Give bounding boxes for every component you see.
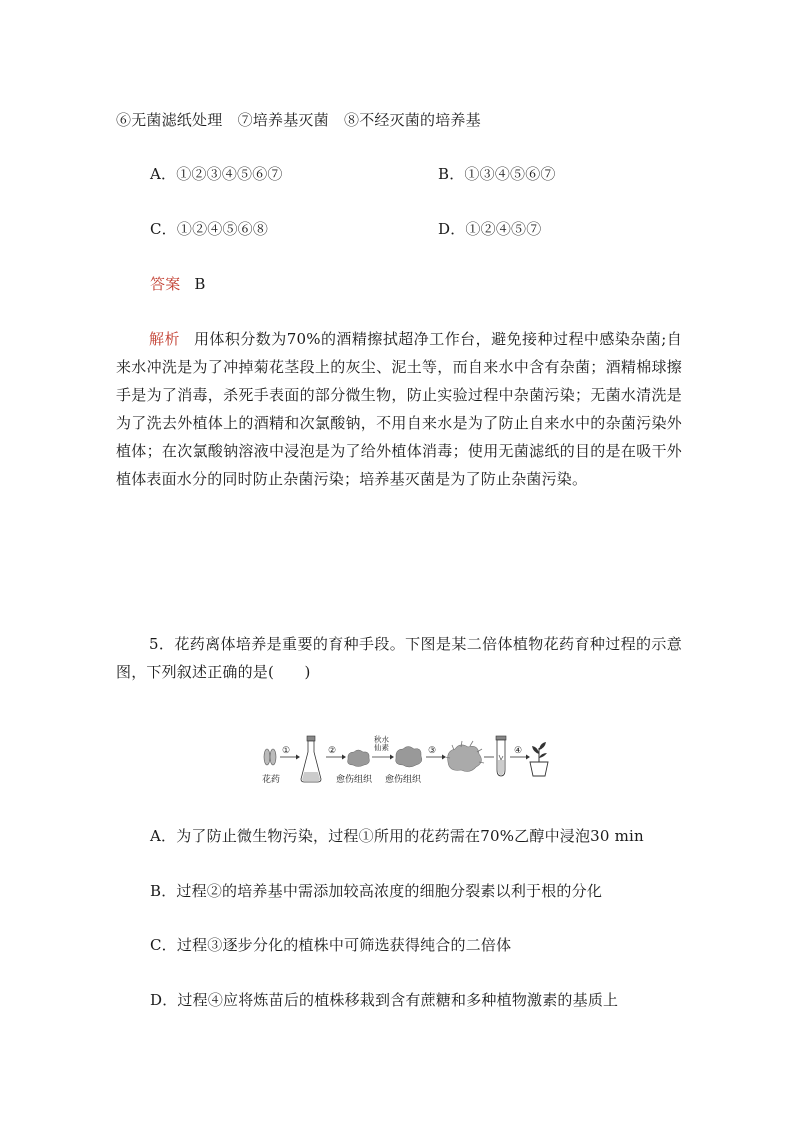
- step4-label: ④: [514, 746, 523, 756]
- q4-choice-b[interactable]: B．①③④⑤⑥⑦: [438, 165, 556, 183]
- callus-label-1: 愈伤组织: [336, 775, 373, 785]
- analysis-text: 用体积分数为70%的酒精擦拭超净工作台，避免接种过程中感染杂菌;自来水冲洗是为了冲掉菊花茎段上的灰尘、泥土等，而自来水中含有杂菌；酒精棉球擦手是为了消毒，杀死手表面的部分微生物，防止实验过程中杂菌污染；无菌水清洗是为了洗去外植体上的酒精和次氯酸钠，不用自来水是为了防止自来水中的杂菌污染外植体；在次氯酸钠溶液中浸泡是为了给外植体消毒；使用无菌滤纸的目的是在吸干外植体表面水分的同时防止杂菌污染；培养基灭菌是为了防止杂菌污染。: [116, 330, 682, 488]
- reagent-line1: 秋水: [374, 735, 389, 744]
- answer-label: 答案: [150, 275, 181, 293]
- step1-label: ①: [282, 746, 291, 756]
- analysis-paragraph: [116, 325, 682, 493]
- step3-label: ③: [428, 746, 437, 756]
- q5-choice-b[interactable]: B．过程②的培养基中需添加较高浓度的细胞分裂素以利于根的分化: [150, 882, 603, 900]
- test-tube-icon: [496, 736, 506, 776]
- callus-label-2: 愈伤组织: [385, 775, 422, 785]
- anther-culture-diagram: [258, 732, 558, 790]
- q4-choice-c[interactable]: C．①②④⑤⑥⑧: [150, 220, 269, 238]
- reagent-line2: 仙素: [374, 743, 389, 752]
- q5-stem: 5．花药离体培养是重要的育种手段。下图是某二倍体植物花药育种过程的示意图，下列叙述正确的是( ): [116, 635, 682, 681]
- plantlet-cluster-icon: [445, 741, 484, 771]
- analysis-label: 解析: [149, 330, 180, 348]
- anther-label: 花药: [262, 775, 281, 785]
- q5-choice-c[interactable]: C．过程③逐步分化的植株中可筛选获得纯合的二倍体: [150, 936, 512, 954]
- answer-value: B: [194, 275, 206, 293]
- potted-plant-icon: [530, 742, 548, 776]
- step2-label: ②: [328, 746, 337, 756]
- flask-icon: [301, 736, 321, 782]
- callus-icon-2: [396, 747, 422, 768]
- q4-choice-d[interactable]: D．①②④⑤⑦: [438, 220, 542, 238]
- anther-icon: [264, 749, 276, 765]
- callus-icon-1: [348, 750, 370, 767]
- answer-line: [150, 274, 206, 294]
- q4-choice-a[interactable]: A．①②③④⑤⑥⑦: [150, 165, 283, 183]
- q5-choice-a[interactable]: A．为了防止微生物污染，过程①所用的花药需在70%乙醇中浸泡30 min: [150, 827, 644, 845]
- q5-choice-d[interactable]: D．过程④应将炼苗后的植株移栽到含有蔗糖和多种植物激素的基质上: [150, 991, 619, 1009]
- q4-option-line: ⑥无菌滤纸处理 ⑦培养基灭菌 ⑧不经灭菌的培养基: [116, 111, 481, 129]
